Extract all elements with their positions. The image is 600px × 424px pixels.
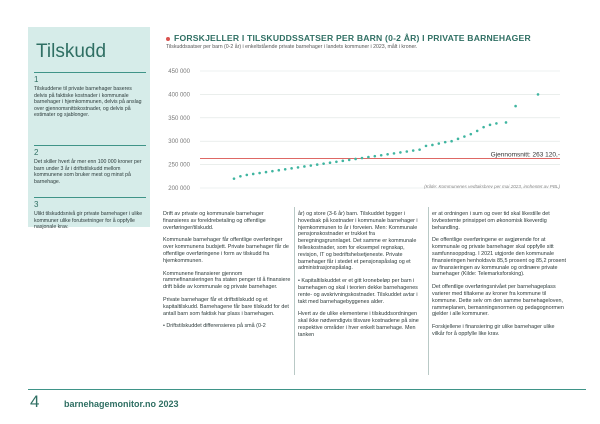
y-tick-label: 350 000 — [168, 115, 190, 122]
page-number: 4 — [30, 392, 40, 411]
data-point — [393, 152, 396, 155]
data-point — [431, 144, 434, 147]
column-divider — [294, 207, 295, 375]
data-point — [399, 151, 402, 154]
data-point — [258, 172, 261, 175]
data-point — [406, 150, 409, 153]
data-point — [278, 169, 281, 172]
y-tick-label: 300 000 — [168, 139, 190, 146]
data-point — [482, 126, 485, 129]
data-point — [386, 153, 389, 156]
red-bullet-icon — [166, 37, 170, 41]
data-point — [246, 174, 249, 177]
scatter-chart — [160, 60, 590, 198]
data-point — [367, 156, 370, 159]
data-point — [348, 159, 351, 162]
sidebar-section-number: 3 — [34, 200, 39, 209]
data-point — [476, 130, 479, 133]
y-tick-label: 400 000 — [168, 92, 190, 99]
data-point — [290, 167, 293, 170]
data-point — [297, 166, 300, 169]
chart-title-text: FORSKJELLER I TILSKUDDSSATSER PER BARN (0-2 ÅR) I PRIVATE BARNEHAGER — [174, 33, 531, 43]
chart-source: (Kilde: Kommunenes vedtaksbrev per mai 2023, innhentet av PBL) — [424, 184, 560, 189]
data-point — [335, 160, 338, 163]
sidebar-section-text: Det skiller hvert år mer enn 100 000 kroner per barn under 3 år i driftstilskudd mellom kommunene som bruker mest og minst på barnehage. — [34, 159, 142, 185]
data-point — [322, 162, 325, 165]
column-divider — [428, 207, 429, 375]
data-point — [425, 145, 428, 148]
paragraph: Drift av private og kommunale barnehager finansieres av foreldrebetaling og offentlige overføringer/tilskudd. — [163, 211, 266, 231]
data-point — [310, 164, 313, 167]
data-point — [463, 135, 466, 138]
data-point — [537, 93, 540, 96]
data-point — [380, 154, 383, 157]
data-point — [514, 105, 517, 108]
data-point — [505, 121, 508, 124]
data-point — [412, 149, 415, 152]
sidebar-section-1 — [34, 72, 146, 119]
sidebar-section-text: Tilskuddene til private barnehager baseres delvis på faktiske kostnader i kommunale barnehager i hjemkommunen, delvis på anslag over gjennomsnittskostnader, og delvis på estimater og sjablonger. — [34, 86, 142, 119]
footer-site: barnehagemonitor.no 2023 — [64, 399, 179, 409]
sidebar-section-number: 1 — [34, 75, 39, 84]
data-point — [418, 148, 421, 151]
data-point — [354, 158, 357, 161]
chart-subtitle: Tilskuddssatser per barn (0-2 år) i enkeltstående private barnehager i landets kommuner i 2023, målt i kroner. — [166, 44, 418, 50]
text-column-3 — [432, 211, 566, 344]
data-point — [450, 140, 453, 143]
y-tick-label: 250 000 — [168, 162, 190, 169]
text-column-1 — [163, 211, 291, 336]
sidebar-section-text: Ulikt tilskuddsnivå gir private barnehager i ulike kommuner ulike forutsetninger for å oppfylle nasjonale krav. — [34, 211, 143, 231]
data-point — [233, 177, 236, 180]
data-point — [489, 124, 492, 127]
paragraph: er at ordningen i sum og over tid skal likestille det lovbestemte prinsippet om økonomisk likeverdig behandling. — [432, 211, 550, 231]
paragraph: Forskjellene i finansiering gir ulike barnehager ulike vilkår for å oppfylle like krav. — [432, 324, 555, 337]
data-point — [374, 155, 377, 158]
paragraph: år) og store (3-6 år) barn. Tilskuddet bygger i hovedsak på kostnader i kommunale barnehager i hjemkommunen to år i forveien. Men: Kommunale pensjonskostnader er trukket fra beregningsgrunnlaget. Det samme er kommunale felleskostnader, som for eksempel regnskap, revisjon, IT og bedriftshelsetjeneste. Private barnehager får i stedet et pensjonspåslag og et administrasjonspåslag. — [298, 211, 418, 272]
y-tick-label: 450 000 — [168, 69, 190, 75]
sidebar-section-number: 2 — [34, 148, 39, 157]
data-point — [495, 122, 498, 125]
data-point — [457, 138, 460, 141]
sidebar-section-3 — [34, 197, 146, 231]
data-point — [342, 160, 345, 163]
y-tick-label: 200 000 — [168, 186, 190, 192]
data-point — [303, 165, 306, 168]
data-point — [316, 163, 319, 166]
paragraph: Det offentlige overføringsnivået per barnehageplass varierer med tiltakene av kroner fra kommune til kommune. Dette selv om den samme barnehageloven, rammeplanen, bemanningsnormen og pedagognormen gjelder i alle kommuner. — [432, 284, 564, 318]
footer-divider — [28, 389, 586, 390]
average-label: Gjennomsnitt: 263 120,- — [490, 151, 560, 159]
paragraph: • Kapitaltilskuddet er et gitt kronebeløp per barn i barnehagen og skal i teorien dekke barnehagenes rente- og avskrivningskostnader. Tilskuddet avtar i takt med barnehagebyggenes alder. — [298, 278, 418, 305]
data-point — [361, 157, 364, 160]
data-point — [329, 161, 332, 164]
data-point — [271, 170, 274, 173]
sidebar-title: Tilskudd — [36, 41, 107, 62]
paragraph: De offentlige overføringene er avgjørende for at kommunale og private barnehager skal oppfylle sitt samfunnsoppdrag. I 2021 utgjorde den kommunale finansieringen henholdsvis 85,5 prosent og 85,2 prosent av finansieringen av kommunale og ordinære private barnehager (Kilde: Telemarksforsking). — [432, 237, 566, 278]
paragraph: Private barnehager får et driftstilskudd og et kapitaltilskudd. Barnehagene får bare tilskudd for det antall barn som faktisk har plass i barnehagen. — [163, 296, 289, 317]
data-point — [252, 173, 255, 176]
text-column-2 — [298, 211, 426, 345]
data-point — [239, 175, 242, 178]
summary-sidebar — [28, 27, 150, 231]
paragraph: Kommunale barnehager får offentlige overføringer over kommunens budsjett. Private barnehager får de offentlige overføringene i form av tilskudd fra hjemkommunen. — [163, 237, 289, 264]
paragraph: Hvert av de ulike elementene i tilskuddsordningen skal ikke nødvendigvis tilsvare kostnadene på sine respektive områder i hver enkelt barnehage. Men tanken — [298, 311, 419, 338]
data-point — [470, 133, 473, 136]
paragraph: Kommunene finansierer gjennom rammefinansieringen fra staten penger til å finansiere drift både av kommunale og private barnehager. — [163, 270, 291, 291]
paragraph: • Driftstilskuddet differensieres på små (0-2 — [163, 323, 266, 330]
data-point — [265, 171, 268, 174]
data-point — [284, 168, 287, 171]
data-point — [438, 142, 441, 145]
data-point — [444, 141, 447, 144]
sidebar-section-2 — [34, 145, 146, 185]
chart-title — [166, 33, 531, 43]
